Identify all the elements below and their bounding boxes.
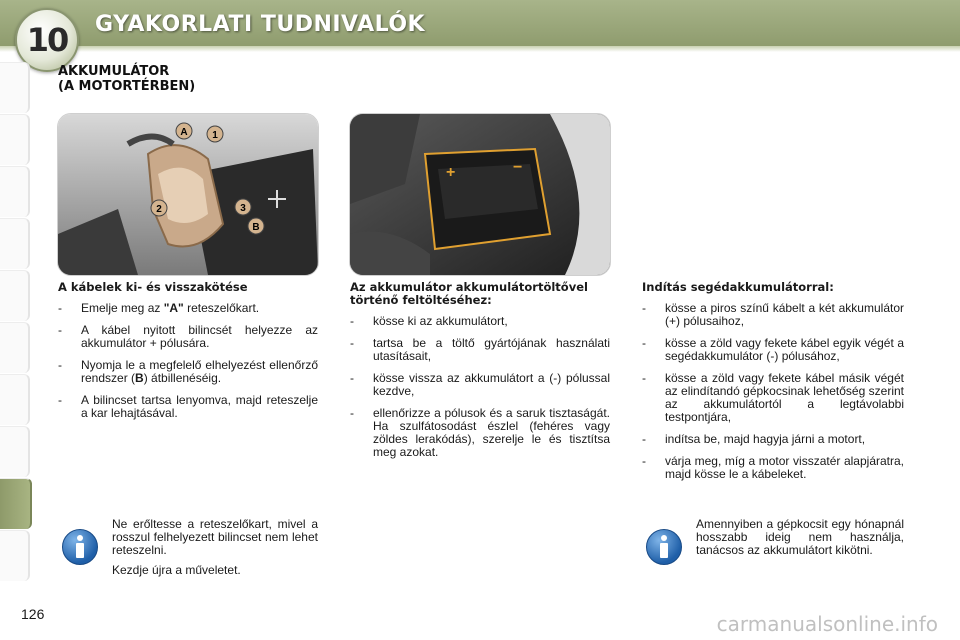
label-a: A <box>180 127 188 138</box>
list-item: - kösse a zöld vagy fekete kábel másik végét az elindítandó gépkocsinak lehetőség szerint az akkumulátortól a legtávolabbi testpontjára, <box>642 371 904 424</box>
watermark: carmanualsonline.info <box>716 612 938 636</box>
list-item: - Emelje meg az "A" reteszelőkart. <box>58 301 260 315</box>
list-item: - A kábel nyitott bilincsét helyezze az akkumulátor + pólusára. <box>58 323 318 350</box>
list-item: - indítsa be, majd hagyja járni a motort, <box>642 432 866 446</box>
label-1: 1 <box>212 130 218 141</box>
list-item: - kösse vissza az akkumulátort a (-) pólussal kezdve, <box>350 371 610 398</box>
side-tab-3[interactable] <box>0 166 30 217</box>
chapter-number: 10 <box>26 21 68 59</box>
engine-bay-photo <box>349 113 611 276</box>
cable-connection-section <box>58 281 318 429</box>
list-item: - Nyomja le a megfelelő elhelyezést ellenőrző rendszer (B) átbillenéséig. <box>58 358 318 385</box>
info-left-p2: Kezdje újra a műveletet. <box>112 563 241 577</box>
charging-list <box>350 315 610 459</box>
jump-start-list <box>642 302 904 481</box>
battery-minus-sign: − <box>513 159 523 176</box>
info-box-left <box>58 515 320 595</box>
cable-connection-list <box>58 302 318 420</box>
info-text-left <box>112 518 318 584</box>
battery-clamp-photo <box>57 113 319 276</box>
charging-heading: Az akkumulátor akkumulátortöltővel történő feltöltéséhez: <box>350 280 588 307</box>
list-item: - ellenőrizze a pólusok és a saruk tisztaságát. Ha szulfátosodást észlel (fehéres vagy zöldes lerakódás), szerelje le és tisztítsa meg azokat. <box>350 406 610 459</box>
jump-start-section <box>642 281 904 490</box>
side-tab-4[interactable] <box>0 218 30 269</box>
header-divider <box>0 46 960 52</box>
list-item: - kösse a zöld vagy fekete kábel egyik végét a segédakkumulátor (-) pólusához, <box>642 336 904 363</box>
side-tab-1[interactable] <box>0 62 30 113</box>
section-title-line2: (A MOTORTÉRBEN) <box>58 79 196 94</box>
list-item: - kösse ki az akkumulátort, <box>350 314 508 328</box>
section-title-line1: AKKUMULÁTOR <box>58 64 170 79</box>
side-tab-7[interactable] <box>0 374 30 425</box>
info-box-right <box>642 515 904 595</box>
info-icon <box>62 529 98 565</box>
list-item: - tartsa be a töltő gyártójának használati utasításait, <box>350 336 610 363</box>
jump-start-heading: Indítás segédakkumulátorral: <box>642 280 834 294</box>
page-number: 126 <box>21 606 45 622</box>
list-item: - kösse a piros színű kábelt a két akkumulátor (+) pólusaihoz, <box>642 301 904 328</box>
info-left-p1: Ne erőltesse a reteszelőkart, mivel a rosszul felhelyezett bilincset nem lehet reteszelni. <box>112 517 318 557</box>
side-tab-6[interactable] <box>0 322 30 373</box>
side-tab-5[interactable] <box>0 270 30 321</box>
charging-section <box>350 281 610 468</box>
info-text-right <box>696 518 904 564</box>
info-right-p1: Amennyiben a gépkocsit egy hónapnál hosszabb ideig nem használja, tanácsos az akkumulátort kikötni. <box>696 517 904 557</box>
battery-plus-sign: + <box>446 164 456 181</box>
label-b: B <box>252 222 260 233</box>
side-tab-10[interactable] <box>0 530 30 581</box>
side-tab-active[interactable] <box>0 478 32 529</box>
list-item: - A bilincset tartsa lenyomva, majd reteszelje a kar lehajtásával. <box>58 393 318 420</box>
section-title <box>58 64 195 94</box>
info-icon <box>646 529 682 565</box>
label-2: 2 <box>156 204 162 215</box>
chapter-title: GYAKORLATI TUDNIVALÓK <box>95 12 426 37</box>
cable-connection-heading: A kábelek ki- és visszakötése <box>58 280 248 294</box>
side-tab-2[interactable] <box>0 114 30 165</box>
list-item: - várja meg, míg a motor visszatér alapjáratra, majd kösse le a kábeleket. <box>642 454 904 481</box>
label-3: 3 <box>240 203 246 214</box>
battery-clamp-illustration <box>58 114 318 275</box>
engine-bay-illustration <box>350 114 610 275</box>
side-tab-8[interactable] <box>0 426 30 477</box>
